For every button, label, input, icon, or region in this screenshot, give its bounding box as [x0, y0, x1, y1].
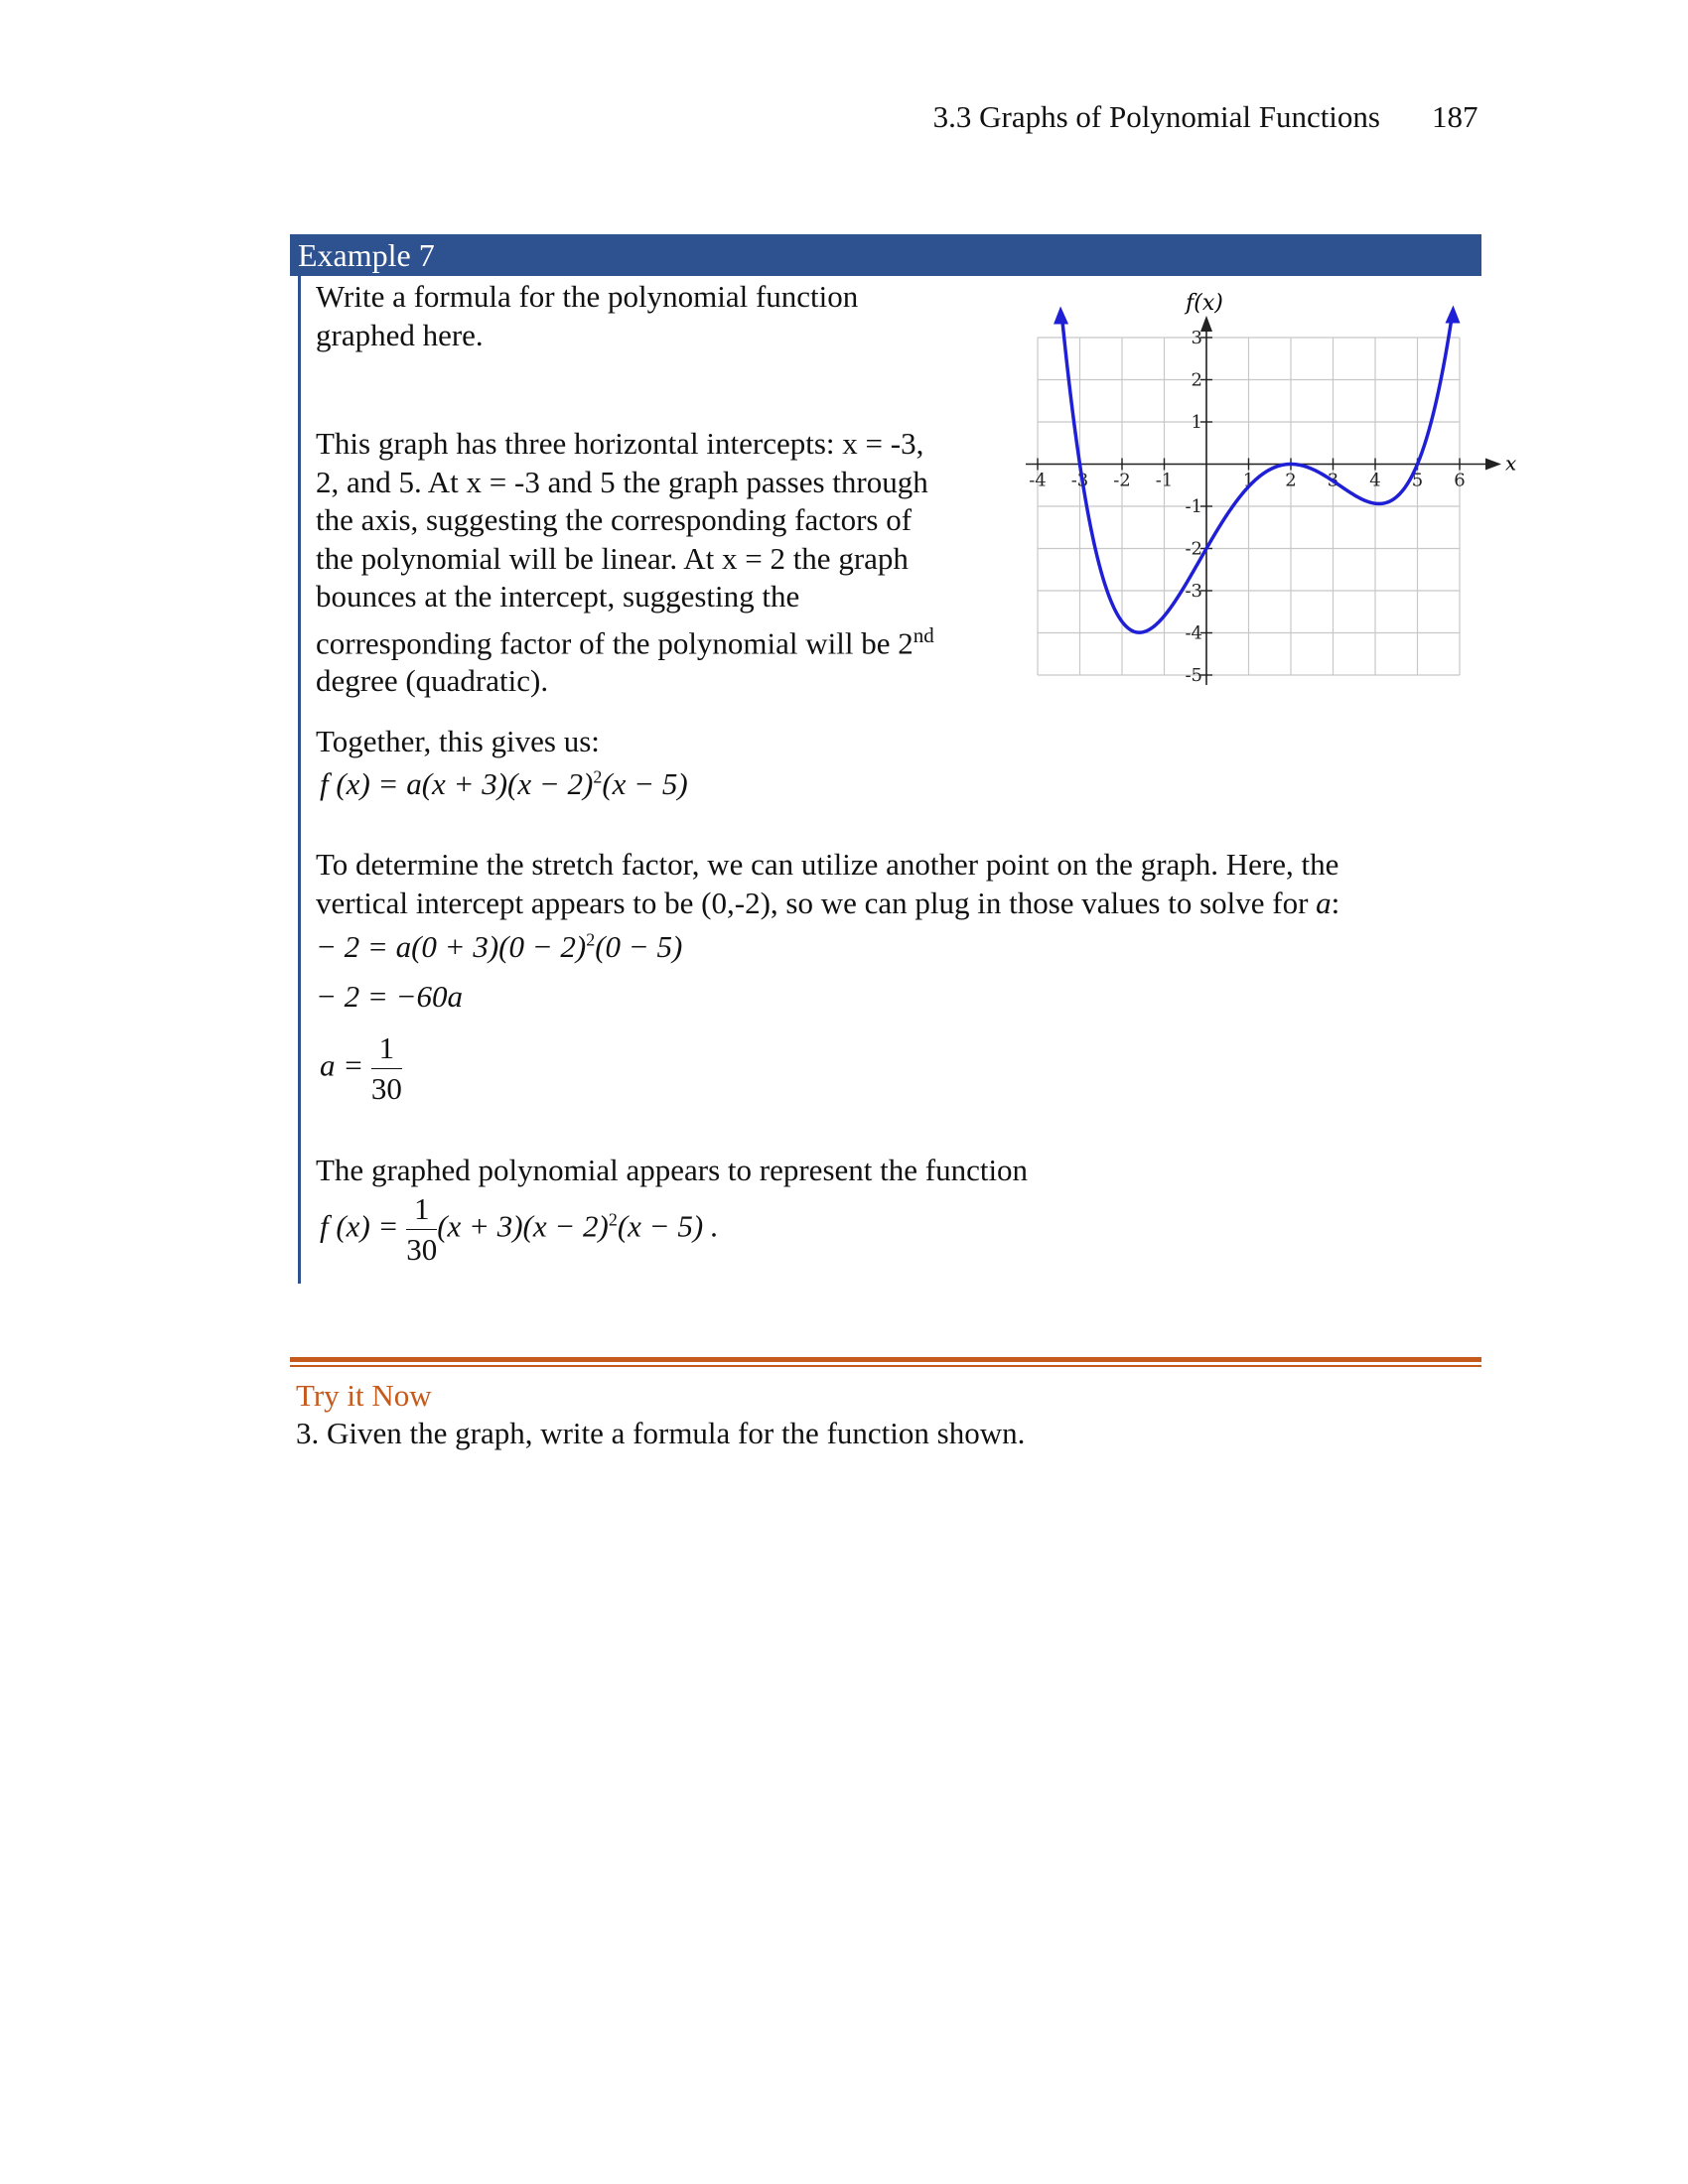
conclusion-text: The graphed polynomial appears to represent the function: [316, 1153, 1029, 1187]
curve-arrow-right: [1446, 305, 1461, 323]
x-tick-label: 6: [1454, 470, 1466, 491]
y-axis-label: f(x): [1186, 291, 1223, 316]
a-value-equation: a = $\frac{1}{30}$: [320, 1030, 402, 1106]
y-tick-label: -2: [1185, 538, 1202, 560]
y-tick-label: 1: [1191, 412, 1202, 433]
page-number: 187: [1432, 99, 1478, 134]
superscript-nd: nd: [913, 622, 934, 647]
stretch-line: To determine the stretch factor, we can utilize another point on the graph. Here, the: [316, 847, 1339, 882]
general-equation: f $(x) = a(x + 3)(x - 2)^2(x - 5)$: [320, 766, 688, 801]
explanation-line: the axis, suggesting the corresponding factors of: [316, 502, 913, 537]
explanation-line: bounces at the intercept, suggesting the: [316, 579, 800, 614]
graph-axes: [1026, 316, 1501, 685]
polynomial-graph: [1003, 288, 1519, 685]
y-tick-label: 3: [1191, 328, 1202, 348]
x-axis-arrow: [1485, 459, 1501, 471]
explanation-line: corresponding factor of the polynomial will be 2nd: [316, 622, 934, 660]
y-tick-label: -5: [1185, 665, 1202, 685]
prompt-line: Write a formula for the polynomial function: [316, 279, 859, 314]
x-tick-label: 5: [1411, 470, 1424, 491]
y-tick-label: -1: [1185, 496, 1202, 517]
final-equation: f (x) = $\frac{1}{30}$ $(x + 3)(x - 2)^2(x - 5)$ .: [320, 1191, 719, 1267]
y-tick-label: -4: [1185, 622, 1202, 644]
together-text: Together, this gives us:: [316, 724, 600, 758]
example-explanation: [316, 425, 1001, 701]
final-fraction: $\frac{1}{30}$: [406, 1191, 438, 1267]
example-left-rule: [298, 276, 301, 1284]
x-tick-label: 1: [1242, 470, 1255, 491]
explanation-line: 2, and 5. At x = -3 and 5 the graph passes through: [316, 464, 928, 499]
try-it-rule: [290, 1357, 1481, 1362]
try-it-question: 3. Given the graph, write a formula for the function shown.: [296, 1416, 1026, 1450]
y-tick-label: -3: [1185, 581, 1202, 602]
simplified-equation: − 2 = −60a: [316, 979, 464, 1014]
substituted-equation: − $2 = a(0 + 3)(0 - 2)^2(0 - 5)$: [316, 929, 683, 964]
graph-grid: [1038, 338, 1460, 675]
try-it-rule-thin: [290, 1365, 1481, 1367]
a-fraction: $\frac{1}{30}$: [370, 1030, 402, 1106]
x-axis-label: x: [1505, 451, 1517, 476]
stretch-line: vertical intercept appears to be (0,-2), so we can plug in those values to solve for a:: [316, 885, 1340, 920]
example-banner: Example 7: [290, 234, 1481, 276]
stretch-intro: [316, 846, 1339, 922]
x-tick-label: -2: [1113, 470, 1131, 491]
y-tick-label: 2: [1191, 369, 1202, 391]
curve-arrow-left: [1054, 307, 1068, 325]
explanation-line: degree (quadratic).: [316, 663, 549, 699]
explanation-line: This graph has three horizontal intercepts: x = -3,: [316, 426, 924, 461]
explanation-line: the polynomial will be linear. At x = 2 the graph: [316, 540, 909, 576]
try-it-now-label: Try it Now: [296, 1378, 432, 1413]
x-tick-label: 3: [1327, 470, 1339, 491]
running-header-title: 3.3 Graphs of Polynomial Functions: [932, 99, 1380, 134]
x-tick-label: -3: [1070, 470, 1089, 491]
example-prompt: [316, 278, 858, 354]
x-tick-label: 2: [1285, 470, 1297, 491]
x-tick-label: 4: [1369, 470, 1381, 491]
prompt-line: graphed here.: [316, 317, 484, 352]
x-tick-label: -1: [1155, 470, 1174, 491]
x-tick-label: -4: [1029, 470, 1047, 491]
